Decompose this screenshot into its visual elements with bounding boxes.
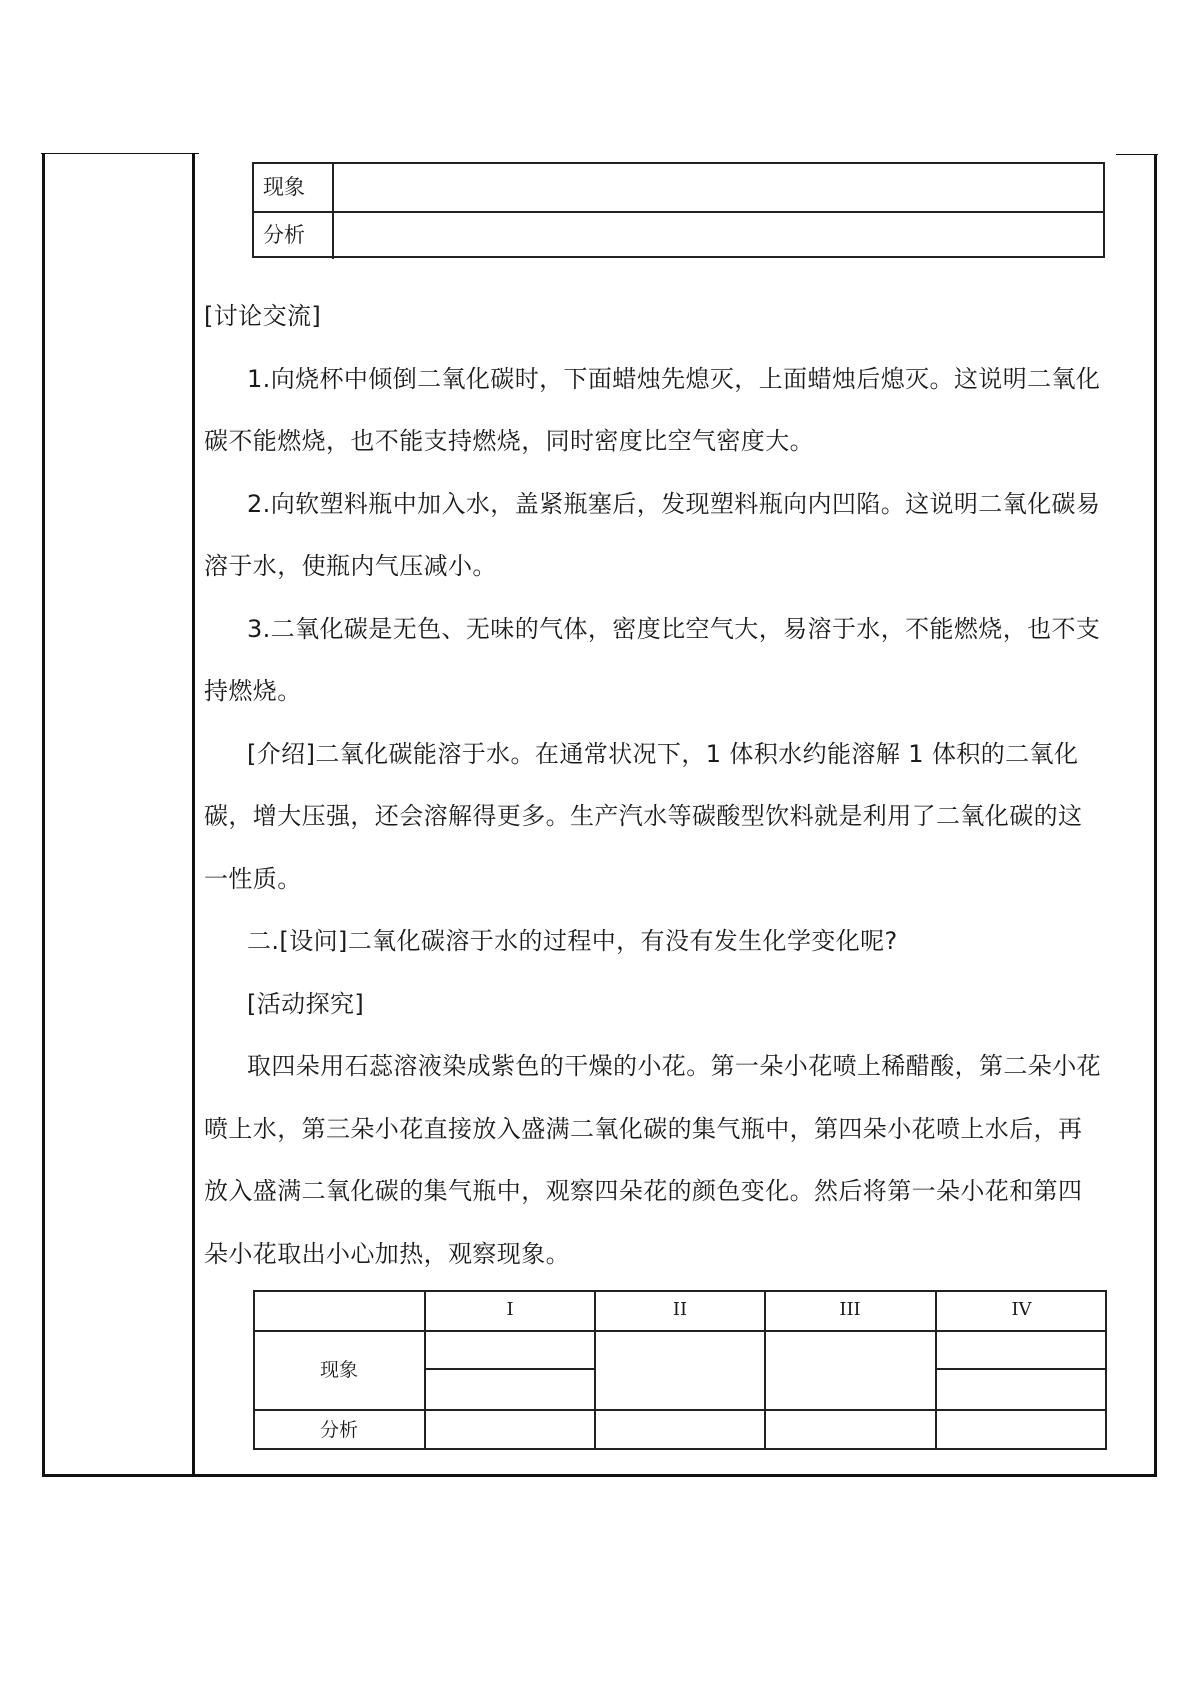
frame-bottom-border bbox=[42, 1474, 1157, 1477]
text-line: 取四朵用石蕊溶液染成紫色的干燥的小花。第一朵小花喷上稀醋酸，第二朵小花 bbox=[247, 1052, 1101, 1080]
text-line: 3.二氧化碳是无色、无味的气体，密度比空气大，易溶于水，不能燃烧，也不支 bbox=[247, 615, 1101, 643]
frame-column-divider bbox=[192, 154, 195, 1476]
text-line: 2.向软塑料瓶中加入水，盖紧瓶塞后，发现塑料瓶向内凹陷。这说明二氧化碳易 bbox=[247, 490, 1101, 518]
text-line: 喷上水，第三朵小花直接放入盛满二氧化碳的集气瓶中，第四朵小花喷上水后，再 bbox=[204, 1115, 1083, 1143]
text-line: 朵小花取出小心加热，观察现象。 bbox=[204, 1240, 570, 1268]
table-grid-line bbox=[425, 1368, 595, 1370]
text-line: 一性质。 bbox=[204, 865, 302, 893]
text-line: 碳不能燃烧，也不能支持燃烧，同时密度比空气密度大。 bbox=[204, 427, 814, 455]
analysis-answer-cell[interactable] bbox=[334, 212, 1103, 259]
row-label-analysis: 分析 bbox=[319, 1419, 358, 1441]
frame-top-right-line bbox=[1116, 154, 1158, 155]
column-header-IV: IV bbox=[1011, 1299, 1032, 1320]
table-grid-line bbox=[936, 1368, 1107, 1370]
observation-table bbox=[252, 162, 1105, 258]
text-line: 碳，增大压强，还会溶解得更多。生产汽水等碳酸型饮料就是利用了二氧化碳的这 bbox=[204, 802, 1083, 830]
column-header-II: II bbox=[672, 1299, 688, 1320]
column-header-I: I bbox=[506, 1299, 514, 1320]
frame-left-border bbox=[42, 154, 45, 1476]
introduction-line: [介绍]二氧化碳能溶于水。在通常状况下，1 体积水约能溶解 1 体积的二氧化 bbox=[247, 740, 1079, 768]
table-row bbox=[254, 164, 1103, 213]
activity-heading: [活动探究] bbox=[247, 990, 365, 1018]
row-label-analysis: 分析 bbox=[254, 212, 334, 259]
text-line: 持燃烧。 bbox=[204, 677, 302, 705]
question-line: 二.[设问]二氧化碳溶于水的过程中，有没有发生化学变化呢? bbox=[247, 927, 898, 955]
table-row bbox=[254, 212, 1103, 259]
row-label-phenomenon: 现象 bbox=[254, 164, 334, 211]
discussion-heading: [讨论交流] bbox=[204, 302, 322, 330]
text-line: 放入盛满二氧化碳的集气瓶中，观察四朵花的颜色变化。然后将第一朵小花和第四 bbox=[204, 1177, 1083, 1205]
text-line: 溶于水，使瓶内气压减小。 bbox=[204, 552, 497, 580]
text-line: 1.向烧杯中倾倒二氧化碳时，下面蜡烛先熄灭，上面蜡烛后熄灭。这说明二氧化 bbox=[247, 365, 1101, 393]
row-label-phenomenon: 现象 bbox=[319, 1359, 358, 1381]
phenomenon-answer-cell[interactable] bbox=[334, 164, 1103, 211]
flower-experiment-table bbox=[253, 1290, 1107, 1450]
column-header-III: III bbox=[839, 1299, 861, 1320]
frame-top-left-line bbox=[41, 153, 199, 154]
